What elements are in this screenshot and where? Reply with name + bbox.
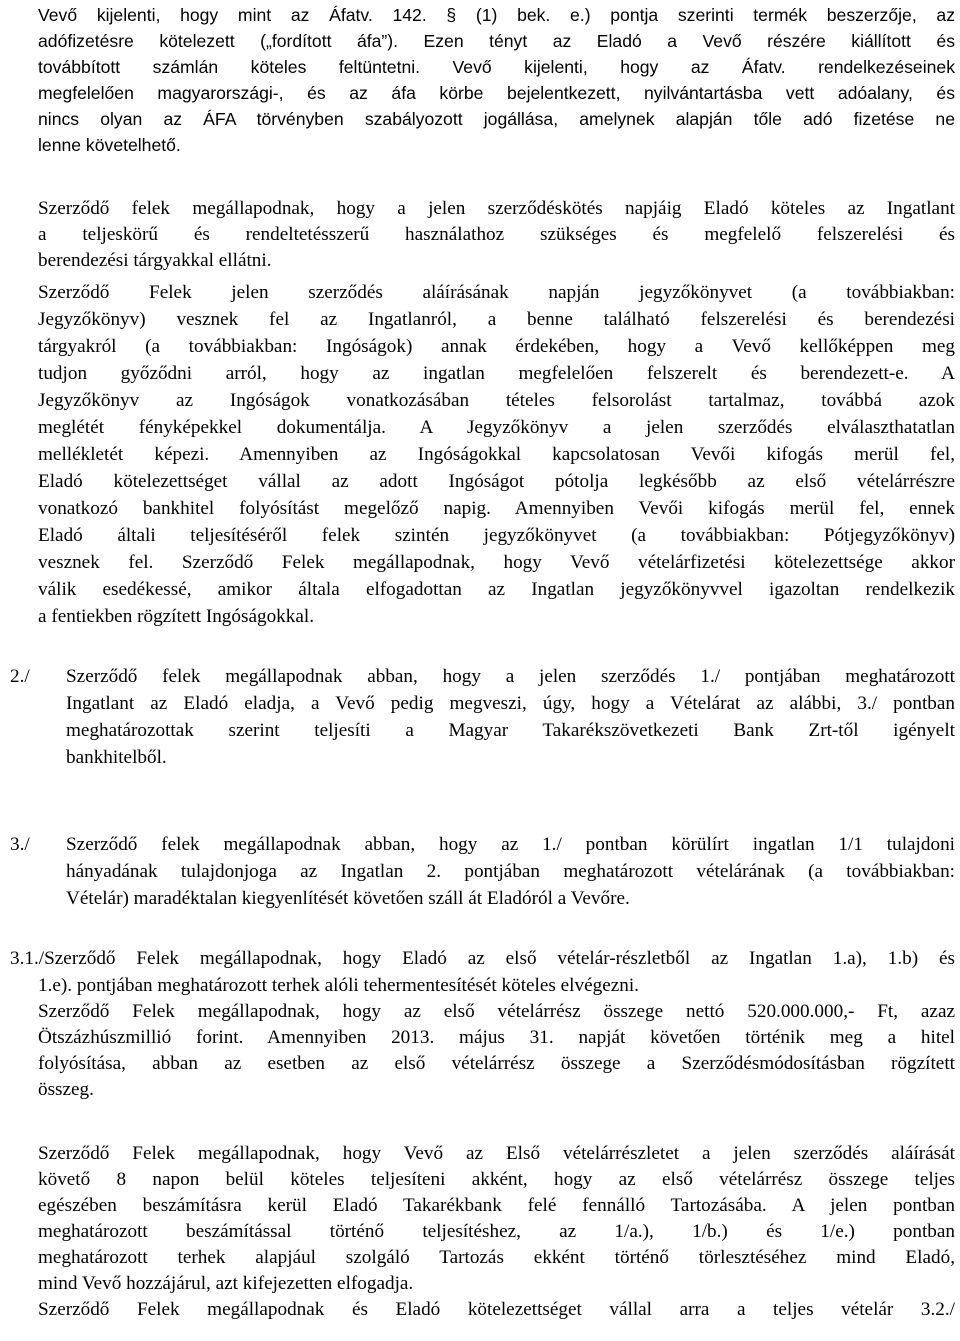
- section-3-line: Szerződő felek megállapodnak abban, hogy az 1./ pontban körülírt ingatlan 1/1 tulajdoni: [66, 834, 955, 855]
- section-3-number: 3./: [10, 834, 30, 855]
- section-2-line: Ingatlant az Eladó eladja, a Vevő pedig megveszi, úgy, hogy a Vételárat az alábbi, 3./ pontban: [66, 693, 955, 714]
- offset-paragraph-line: követő 8 napon belül köteles teljesíteni akként, hogy az első vételárrész összege teljes: [38, 1169, 955, 1190]
- equipment-paragraph-line: berendezési tárgyakkal ellátni.: [38, 250, 272, 271]
- section-3-1-line: 1.e). pontjában meghatározott terhek alóli tehermentesítését köteles elvégezni.: [38, 975, 639, 996]
- section-3-1-first-line: 3.1./Szerződő Felek megállapodnak, hogy Eladó az első vételár-részletből az Ingatlan 1.a), 1.b) és: [10, 948, 955, 969]
- offset-paragraph-line: meghatározott beszámítással történő teljesítéshez, az 1/a.), 1/b.) és 1/e.) pontban: [38, 1221, 955, 1242]
- protocol-paragraph-line: Szerződő Felek jelen szerződés aláírásának napján jegyzőkönyvet (a továbbiakban:: [38, 282, 955, 303]
- offset-paragraph-line: Szerződő Felek megállapodnak, hogy Vevő az Első vételárrészletet a jelen szerződés aláírását: [38, 1143, 955, 1164]
- offset-paragraph-line: meghatározott terhek alapjául szolgáló Tartozás ekként történő törlesztéséhez mind Eladó,: [38, 1247, 955, 1268]
- protocol-paragraph-line: Jegyzőkönyv) vesznek fel az Ingatlanról, a benne található felszerelési és berendezési: [38, 309, 955, 330]
- intro-line: nincs olyan az ÁFA törvényben szabályozott jogállása, amelynek alapján tőle adó fizetése ne: [38, 109, 955, 129]
- protocol-paragraph-line: Eladó általi teljesítéséről felek szintén jegyzőkönyvet (a továbbiakban: Pótjegyzőkönyv): [38, 525, 955, 546]
- protocol-paragraph-line: Eladó kötelezettséget vállal az adott Ingóságot pótolja legkésőbb az első vételárrészre: [38, 471, 955, 492]
- intro-line: adófizetésre kötelezett („fordított áfa”). Ezen tényt az Eladó a Vevő részére kiállított és: [38, 31, 955, 51]
- protocol-paragraph-line: válik esedékessé, amikor általa elfogadottan az Ingatlan jegyzőkönyvvel igazoltan rendelkezik: [38, 579, 955, 600]
- section-3-1-line: folyósítása, abban az esetben az első vételárrész összege a Szerződésmódosításban rögzített: [38, 1053, 955, 1074]
- section-3-line: hányadának tulajdonjoga az Ingatlan 2. pontjában meghatározott vételárának (a továbbiakban:: [66, 861, 955, 882]
- protocol-paragraph-line: tárgyakról (a továbbiakban: Ingóságok) annak érdekében, hogy a Vevő kellőképpen meg: [38, 336, 955, 357]
- section-3-1-last-line: Szerződő Felek megállapodnak és Eladó kötelezettséget vállal arra a teljes vételár 3.2./: [38, 1299, 955, 1320]
- section-2-line: Szerződő felek megállapodnak abban, hogy a jelen szerződés 1./ pontjában meghatározott: [66, 666, 955, 687]
- intro-line: lenne követelhető.: [38, 135, 181, 155]
- protocol-paragraph-line: vonatkozó bankhitel folyósítást megelőző napig. Amennyiben Vevői kifogás merül fel, ennek: [38, 498, 955, 519]
- intro-line: Vevő kijelenti, hogy mint az Áfatv. 142. § (1) bek. e.) pontja szerinti termék beszerzője, az: [38, 5, 955, 25]
- protocol-paragraph-line: mellékletét képezi. Amennyiben az Ingóságokkal kapcsolatosan Vevői kifogás merül fel,: [38, 444, 955, 465]
- protocol-paragraph-line: Jegyzőkönyv az Ingóságok vonatkozásában tételes felsorolást tartalmaz, továbbá azok: [38, 390, 955, 411]
- offset-paragraph-line: mind Vevő hozzájárul, azt kifejezetten elfogadja.: [38, 1273, 414, 1294]
- section-2-number: 2./: [10, 666, 30, 687]
- section-3-1-line: összeg.: [38, 1079, 94, 1100]
- section-3-line: Vételár) maradéktalan kiegyenlítését követően száll át Eladóról a Vevőre.: [66, 888, 630, 909]
- offset-paragraph-line: egészében beszámításra kerül Eladó Takarékbank felé fennálló Tartozásába. A jelen pontban: [38, 1195, 955, 1216]
- equipment-paragraph-line: Szerződő felek megállapodnak, hogy a jelen szerződéskötés napjáig Eladó köteles az Ingatlant: [38, 198, 955, 219]
- protocol-paragraph-line: meglétét fényképekkel dokumentálja. A Jegyzőkönyv a jelen szerződés elválaszthatatlan: [38, 417, 955, 438]
- section-3-1-line: Ötszázhúszmillió forint. Amennyiben 2013. május 31. napját követően történik meg a hitel: [38, 1027, 955, 1048]
- section-3-1-line: Szerződő Felek megállapodnak, hogy az első vételárrész összege nettó 520.000.000,- Ft, azaz: [38, 1001, 955, 1022]
- intro-line: megfelelően magyarországi-, és az áfa körbe bejelentkezett, nyilvántartásba vett adóalany, és: [38, 83, 955, 103]
- section-2-line: bankhitelből.: [66, 747, 167, 768]
- protocol-paragraph-line: tudjon győződni arról, hogy az ingatlan megfelelően felszerelt és berendezett-e. A: [38, 363, 955, 384]
- protocol-paragraph-line: a fentiekben rögzített Ingóságokkal.: [38, 606, 314, 627]
- section-2-line: meghatározottak szerint teljesíti a Magyar Takarékszövetkezeti Bank Zrt-től igényelt: [66, 720, 955, 741]
- protocol-paragraph-line: vesznek fel. Szerződő Felek megállapodnak, hogy Vevő vételárfizetési kötelezettsége akkor: [38, 552, 955, 573]
- equipment-paragraph-line: a teljeskörű és rendeltetésszerű használathoz szükséges és megfelelő felszerelési és: [38, 224, 955, 245]
- intro-line: továbbított számlán köteles feltüntetni. Vevő kijelenti, hogy az Áfatv. rendelkezéseinek: [38, 57, 955, 77]
